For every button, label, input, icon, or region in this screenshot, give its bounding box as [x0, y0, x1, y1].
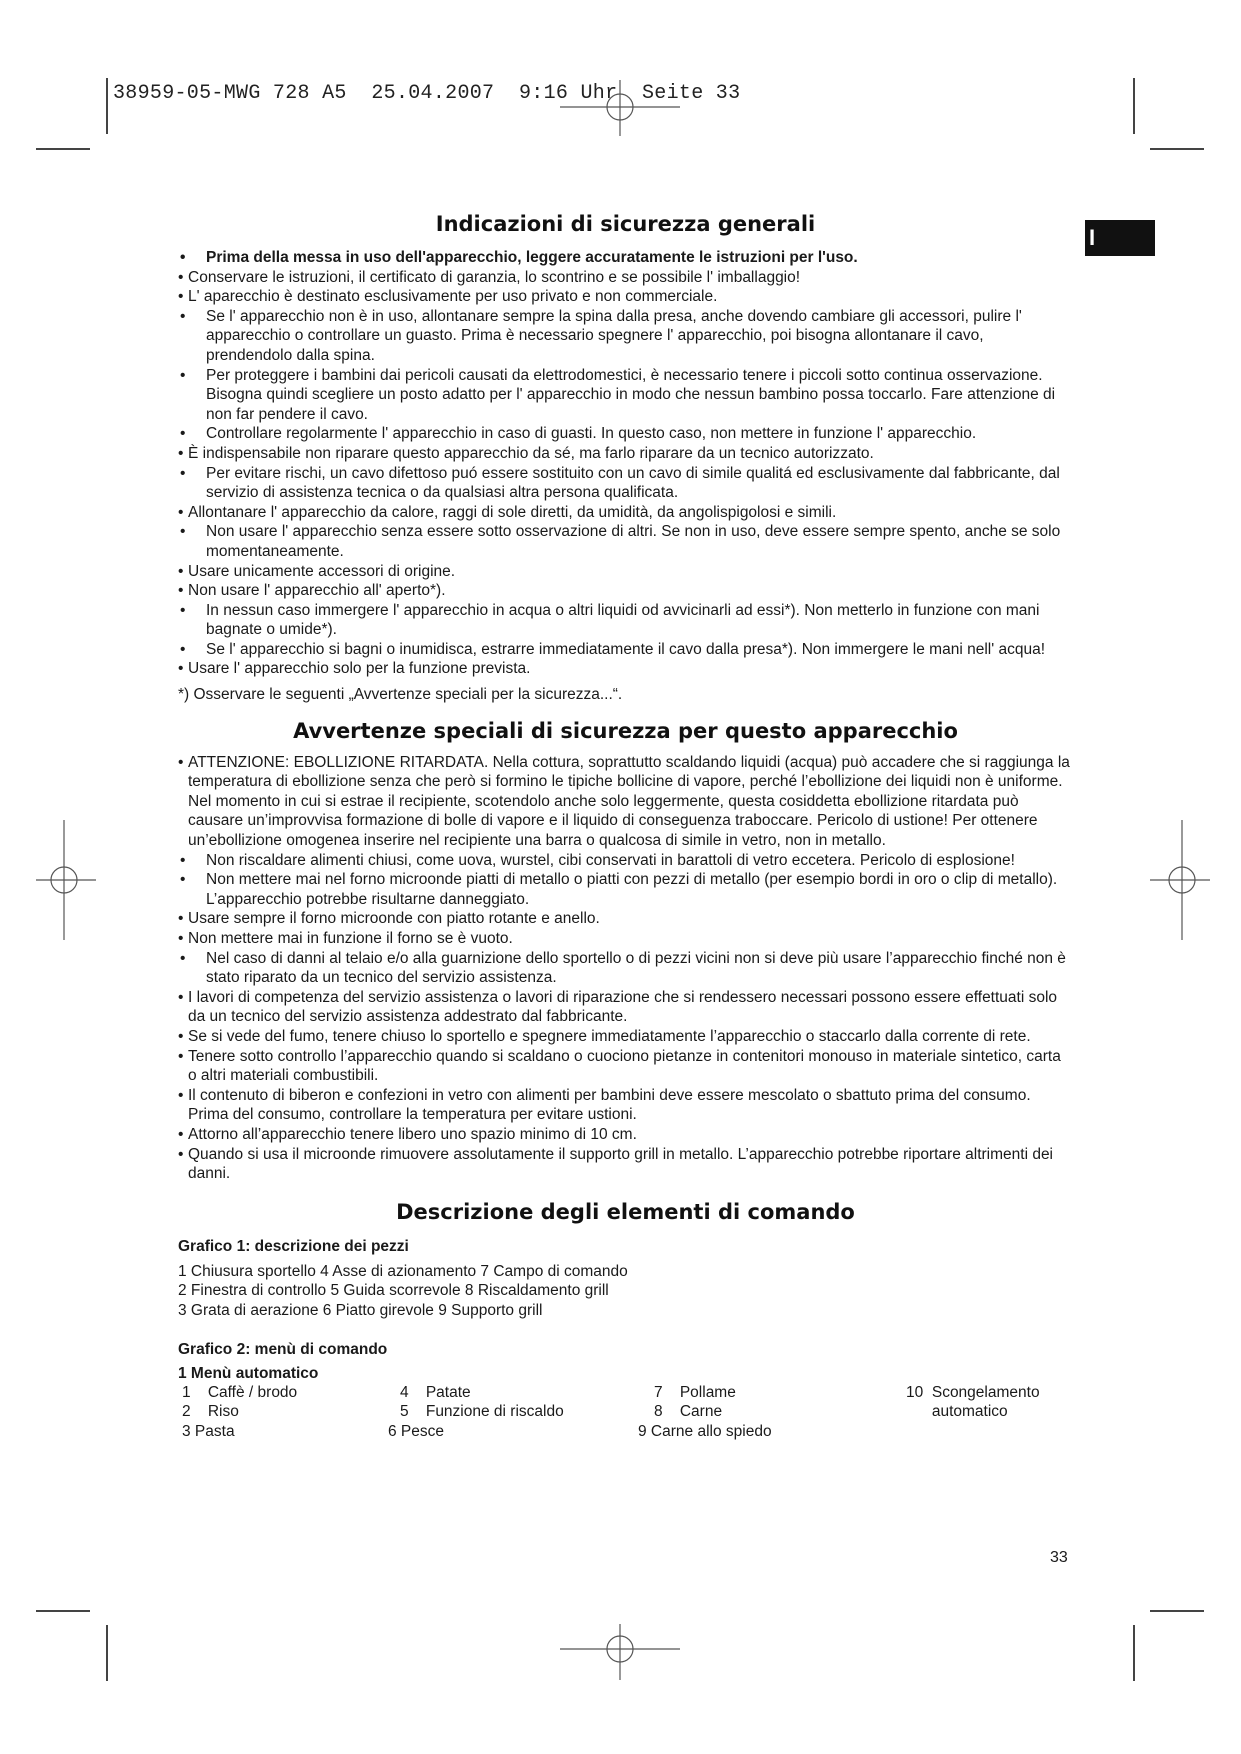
list-item: • Usare sempre il forno microonde con piatto rotante e anello.: [178, 909, 1073, 929]
crop-mark: [1133, 1625, 1135, 1681]
language-tab: I: [1085, 220, 1155, 256]
registration-mark-bottom: [560, 1620, 680, 1680]
menu-item: 4 Patate: [400, 1383, 471, 1401]
list-item: • ATTENZIONE: EBOLLIZIONE RITARDATA. Nella cottura, soprattutto scaldando liquidi (acqua) può accadere che si raggiunga la temperatura di ebollizione senza che però si formino le tipiche bollicine di vapore, perché l’ebollizione dei liquidi non è uniforme. Nel momento in cui si estrae il recipiente, scotendolo anche solo leggermente, questa cosiddetta ebollizione ritardata può causare un’improvvisa formazione di bolle di vapore e il liquido di conseguenza traboccare. Pericolo di ustione! Per ottenere un’ebollizione omogenea inserire nel recipiente una barra o qualcosa di simile in vetro, non in metallo.: [178, 753, 1073, 851]
list-item: • Quando si usa il microonde rimuovere assolutamente il supporto grill in metallo. L’apparecchio potrebbe riportare altrimenti dei danni.: [178, 1145, 1073, 1184]
list-item: • Nel caso di danni al telaio e/o alla guarnizione dello sportello o di pezzi vicini non si deve più usare l’apparecchio finché non è stato riparato da un tecnico del servizio assistenza.: [178, 949, 1073, 988]
menu-title: 1 Menù automatico: [178, 1364, 319, 1382]
list-item: • Per evitare rischi, un cavo difettoso puó essere sostituito con un cavo di simile qualitá ed esclusivamente dal fabbricante, dal servizio di assistenza tecnica o da qualsiasi altra persona qualificata.: [178, 464, 1073, 503]
print-header: 38959-05-MWG 728 A5 25.04.2007 9:16 Uhr Seite 33: [113, 82, 741, 105]
menu-item: 9 Carne allo spiedo: [638, 1422, 772, 1440]
safety-note: *) Osservare le seguenti „Avvertenze speciali per la sicurezza...“.: [178, 686, 623, 704]
parts-line: 1 Chiusura sportello 4 Asse di azionamento 7 Campo di comando: [178, 1262, 628, 1280]
page-number: 33: [1050, 1549, 1068, 1566]
menu-item: 3 Pasta: [182, 1422, 235, 1440]
crop-mark: [1150, 148, 1204, 150]
section-title-general-safety: Indicazioni di sicurezza generali: [435, 212, 816, 236]
list-item: • Usare unicamente accessori di origine.: [178, 562, 1073, 582]
list-item: • È indispensabile non riparare questo apparecchio da sé, ma farlo riparare da un tecnico autorizzato.: [178, 444, 1073, 464]
list-item: • Usare l' apparecchio solo per la funzione prevista.: [178, 659, 1073, 679]
list-item: • Il contenuto di biberon e confezioni in vetro con alimenti per bambini deve essere mescolato o sbattuto prima del consumo. Prima del consumo, controllare la temperatura per evitare ustioni.: [178, 1086, 1073, 1125]
list-item: • Non usare l' apparecchio senza essere sotto osservazione di altri. Se non in uso, deve essere sempre spento, anche se solo momentaneamente.: [178, 522, 1073, 561]
list-item: • Attorno all’apparecchio tenere libero uno spazio minimo di 10 cm.: [178, 1125, 1073, 1145]
registration-mark-right: [1150, 820, 1210, 940]
list-item: • Non riscaldare alimenti chiusi, come uova, wurstel, cibi conservati in barattoli di vetro eccetera. Pericolo di esplosione!: [178, 851, 1073, 871]
list-item: • Tenere sotto controllo l’apparecchio quando si scaldano o cuociono pietanze in contenitori monouso in materiale sintetico, carta o altri materiali combustibili.: [178, 1047, 1073, 1086]
list-item: • In nessun caso immergere l' apparecchio in acqua o altri liquidi od avvicinarli ad essi*). Non metterlo in funzione con mani bagnate o umide*).: [178, 601, 1073, 640]
registration-mark-top: [560, 80, 680, 140]
menu-column: [388, 1383, 564, 1442]
list-item: • Per proteggere i bambini dai pericoli causati da elettrodomestici, è necessario tenere i piccoli sotto continua osservazione. Bisogna quindi scegliere un posto adatto per l' apparecchio in modo che nessun bambino possa toccarlo. Fare attenzione di non far pendere il cavo.: [178, 366, 1073, 425]
registration-mark-left: [36, 820, 96, 940]
menu-column: [182, 1383, 297, 1442]
list-item: • I lavori di competenza del servizio assistenza o lavori di riparazione che si rendessero necessari possono essere effettuati solo da un tecnico del servizio assistenza addestrato dal fabbricante.: [178, 988, 1073, 1027]
graphic1-title: Grafico 1: descrizione dei pezzi: [178, 1237, 409, 1255]
list-item: • Se l' apparecchio si bagni o inumidisca, estrarre immediatamente il cavo dalla presa*). Non immergere le mani nell' acqua!: [178, 640, 1073, 660]
graphic2-title: Grafico 2: menù di comando: [178, 1340, 388, 1358]
menu-column: [638, 1383, 772, 1442]
parts-line: 3 Grata di aerazione 6 Piatto girevole 9 Supporto grill: [178, 1301, 543, 1319]
crop-mark: [1150, 1610, 1204, 1612]
crop-mark: [36, 148, 90, 150]
crop-mark: [1133, 78, 1135, 134]
crop-mark: [36, 1610, 90, 1612]
list-item: • L' aparecchio è destinato esclusivamente per uso privato e non commerciale.: [178, 287, 1073, 307]
list-item: • Non usare l' apparecchio all' aperto*).: [178, 581, 1073, 601]
list-item: • Se l' apparecchio non è in uso, allontanare sempre la spina dalla presa, anche dovendo cambiare gli accessori, pulire l' apparecchio o controllare un guasto. Prima è necessario spegnere l' apparecchio, poi bisogna allontanare il cavo, prendendolo dalla spina.: [178, 307, 1073, 366]
menu-item: 6 Pesce: [388, 1422, 445, 1440]
list-item: • Conservare le istruzioni, il certificato di garanzia, lo scontrino e se possibile l' imballaggio!: [178, 268, 1073, 288]
list-item: • Non mettere mai nel forno microonde piatti di metallo o piatti con pezzi di metallo (per esempio bordi in oro o clip di metallo). L’apparecchio potrebbe risultarne danneggiato.: [178, 870, 1073, 909]
crop-mark: [106, 1625, 108, 1681]
page-content: [178, 212, 1073, 1443]
menu-item: 2 Riso: [182, 1403, 239, 1421]
menu-item: 10 Scongelamento: [906, 1383, 1040, 1401]
auto-menu-grid: [178, 1383, 1073, 1443]
special-warnings-list: [178, 753, 1073, 1184]
menu-item: 5 Funzione di riscaldo: [400, 1403, 564, 1421]
list-item: • Prima della messa in uso dell'apparecchio, leggere accuratamente le istruzioni per l'uso.: [178, 248, 1073, 268]
parts-line: 2 Finestra di controllo 5 Guida scorrevole 8 Riscaldamento grill: [178, 1282, 609, 1300]
list-item: • Controllare regolarmente l' apparecchio in caso di guasti. In questo caso, non mettere in funzione l' apparecchio.: [178, 424, 1073, 444]
list-item: • Allontanare l' apparecchio da calore, raggi di sole diretti, da umidità, da angolispigolosi e simili.: [178, 503, 1073, 523]
menu-item: 7 Pollame: [654, 1383, 736, 1401]
section-title-controls: Descrizione degli elementi di comando: [396, 1199, 855, 1224]
menu-column: [906, 1383, 1040, 1422]
menu-item: 8 Carne: [654, 1403, 723, 1421]
section-title-special-warnings: Avvertenze speciali di sicurezza per questo apparecchio: [293, 718, 958, 743]
menu-item: automatico: [906, 1403, 1008, 1421]
list-item: • Non mettere mai in funzione il forno se è vuoto.: [178, 929, 1073, 949]
graphic1-parts: [178, 1262, 1073, 1321]
crop-mark: [106, 78, 108, 134]
menu-item: 1 Caffè / brodo: [182, 1383, 298, 1401]
general-safety-list: [178, 248, 1073, 679]
list-item: • Se si vede del fumo, tenere chiuso lo sportello e spegnere immediatamente l’apparecchio o staccarlo dalla corrente di rete.: [178, 1027, 1073, 1047]
